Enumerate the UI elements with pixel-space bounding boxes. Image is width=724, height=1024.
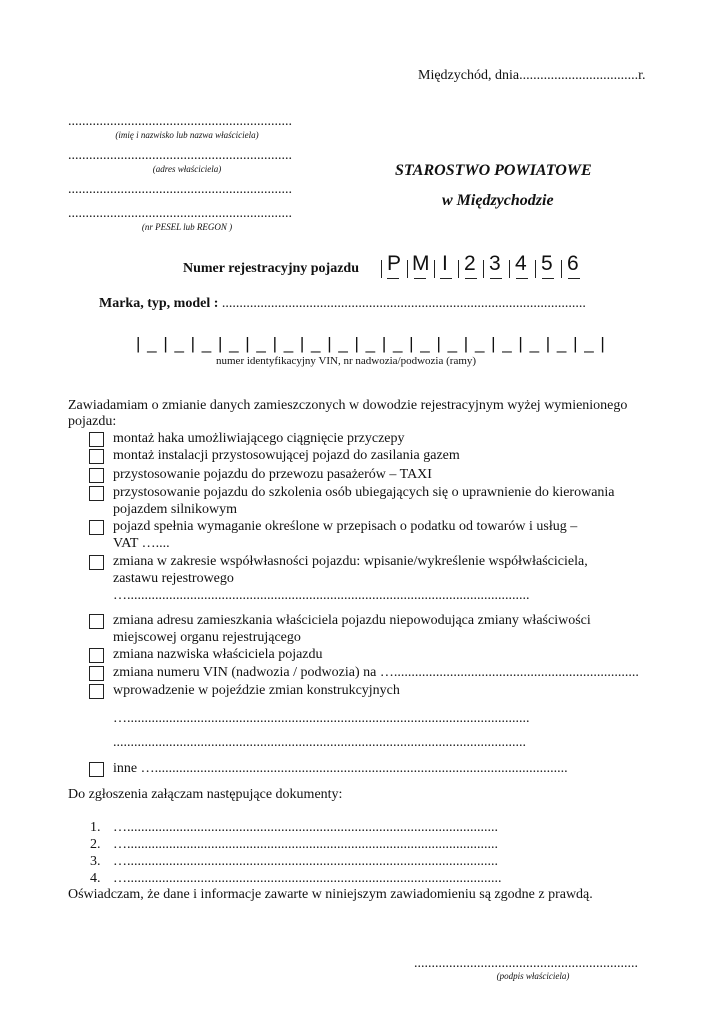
plate-char: 3 [489,252,501,275]
plate-underline [568,278,580,279]
plate-underline [387,278,399,279]
owner-address-field-1[interactable]: ................................................................ [68,148,292,163]
notice-intro-cont: pojazdu: [68,414,117,429]
make-field[interactable]: ........................................................................................................ [221,296,586,311]
plate-char: 4 [515,252,527,275]
option-construction-changes: wprowadzenie w pojeździe zmian konstrukcyjnych [113,683,400,698]
plate-char: 5 [541,252,553,275]
owner-address-field-2[interactable]: ................................................................ [68,182,292,197]
option-co-ownership: zmiana w zakresie współwłasności pojazdu: wpisanie/wykreślenie współwłaściciela, [113,554,588,569]
plate-char: M [412,252,430,275]
attachment-field[interactable]: ….......................................................................................................... [113,854,498,869]
plate-divider [407,260,408,278]
option-tow-hitch: montaż haka umożliwiającego ciągnięcie przyczepy [113,431,405,446]
checkbox-driving-school[interactable] [89,486,104,501]
checkbox-other[interactable] [89,762,104,777]
signature-caption: (podpis właściciela) [496,971,570,981]
attachment-field[interactable]: ….......................................................................................................... [113,837,498,852]
plate-divider [535,260,536,278]
signature-field[interactable]: ................................................................ [414,956,638,971]
checkbox-vat[interactable] [89,520,104,535]
plate-char: I [442,252,448,275]
place-date: Międzychód, dnia..................................r. [418,68,646,83]
construction-changes-field-2[interactable]: ...................................................................................................................... [113,735,526,750]
option-gas-installation: montaż instalacji przystosowującej pojazd do zasilania gazem [113,448,460,463]
notice-intro: Zawiadamiam o zmianie danych zamieszczonych w dowodzie rejestracyjnym wyżej wymienionego [68,398,628,413]
owner-name-caption: (imię i nazwisko lub nazwa właściciela) [115,130,259,140]
plate-divider [561,260,562,278]
checkbox-taxi[interactable] [89,468,104,483]
vin-field[interactable]: | _ | _ | _ | _ | _ | _ | _ | _ | _ | _ | _ | _ | _ | _ | _ | _ | _ | [136,334,606,353]
option-address-change-cont: miejscowej organu rejestrującego [113,630,301,645]
checkbox-vin-change[interactable] [89,666,104,681]
option-vat-cont: VAT ….... [113,536,170,551]
co-ownership-field[interactable]: …................................................................................................................... [113,588,530,603]
plate-divider [434,260,435,278]
attachment-number: 4. [90,871,101,886]
plate-char: 2 [464,252,476,275]
plate-divider [509,260,510,278]
option-driving-school-cont: pojazdem silnikowym [113,502,238,517]
checkbox-gas-installation[interactable] [89,449,104,464]
option-vat: pojazd spełnia wymaganie określone w przepisach o podatku od towarów i usług – [113,519,578,534]
plate-underline [516,278,528,279]
owner-address-caption: (adres właściciela) [152,164,222,174]
option-driving-school: przystosowanie pojazdu do szkolenia osób ubiegających się o uprawnienie do kierowania [113,485,615,500]
vin-caption: numer identyfikacyjny VIN, nr nadwozia/podwozia (ramy) [216,355,477,367]
option-taxi: przystosowanie pojazdu do przewozu pasażerów – TAXI [113,467,432,482]
plate-char: P [387,252,402,275]
checkbox-surname-change[interactable] [89,648,104,663]
attachments-intro: Do zgłoszenia załączam następujące dokumenty: [68,787,343,802]
checkbox-construction-changes[interactable] [89,684,104,699]
owner-id-field[interactable]: ................................................................ [68,206,292,221]
checkbox-co-ownership[interactable] [89,555,104,570]
attachment-field[interactable]: ….......................................................................................................... [113,820,498,835]
attachment-number: 2. [90,837,101,852]
office-name: STAROSTWO POWIATOWE [395,162,592,179]
attachment-field[interactable]: …........................................................................................................... [113,871,502,886]
plate-underline [440,278,452,279]
option-address-change: zmiana adresu zamieszkania właściciela pojazdu niepowodująca zmiany właściwości [113,613,591,628]
plate-underline [465,278,477,279]
registration-plate[interactable] [378,252,588,282]
make-row[interactable] [99,296,586,312]
checkbox-tow-hitch[interactable] [89,432,104,447]
plate-underline [542,278,554,279]
attachment-number: 1. [90,820,101,835]
registration-label: Numer rejestracyjny pojazdu [183,261,360,276]
option-surname-change: zmiana nazwiska właściciela pojazdu [113,647,323,662]
plate-divider [458,260,459,278]
declaration: Oświadczam, że dane i informacje zawarte w niniejszym zawiadomieniu są zgodne z prawdą. [68,887,593,902]
option-co-ownership-cont: zastawu rejestrowego [113,571,234,586]
owner-id-caption: (nr PESEL lub REGON ) [141,222,233,232]
plate-underline [490,278,502,279]
attachment-number: 3. [90,854,101,869]
construction-changes-field-1[interactable]: …................................................................................................................... [113,711,530,726]
make-label: Marka, typ, model : [99,296,219,311]
checkbox-address-change[interactable] [89,614,104,629]
owner-name-field[interactable]: ................................................................ [68,114,292,129]
plate-divider [483,260,484,278]
option-other: inne …...................................................................................................................... [113,761,568,776]
office-location: w Międzychodzie [442,192,554,209]
plate-underline [414,278,426,279]
plate-divider [381,260,382,278]
plate-char: 6 [567,252,579,275]
option-vin-change: zmiana numeru VIN (nadwozia / podwozia) na …...................................................................... [113,665,639,680]
